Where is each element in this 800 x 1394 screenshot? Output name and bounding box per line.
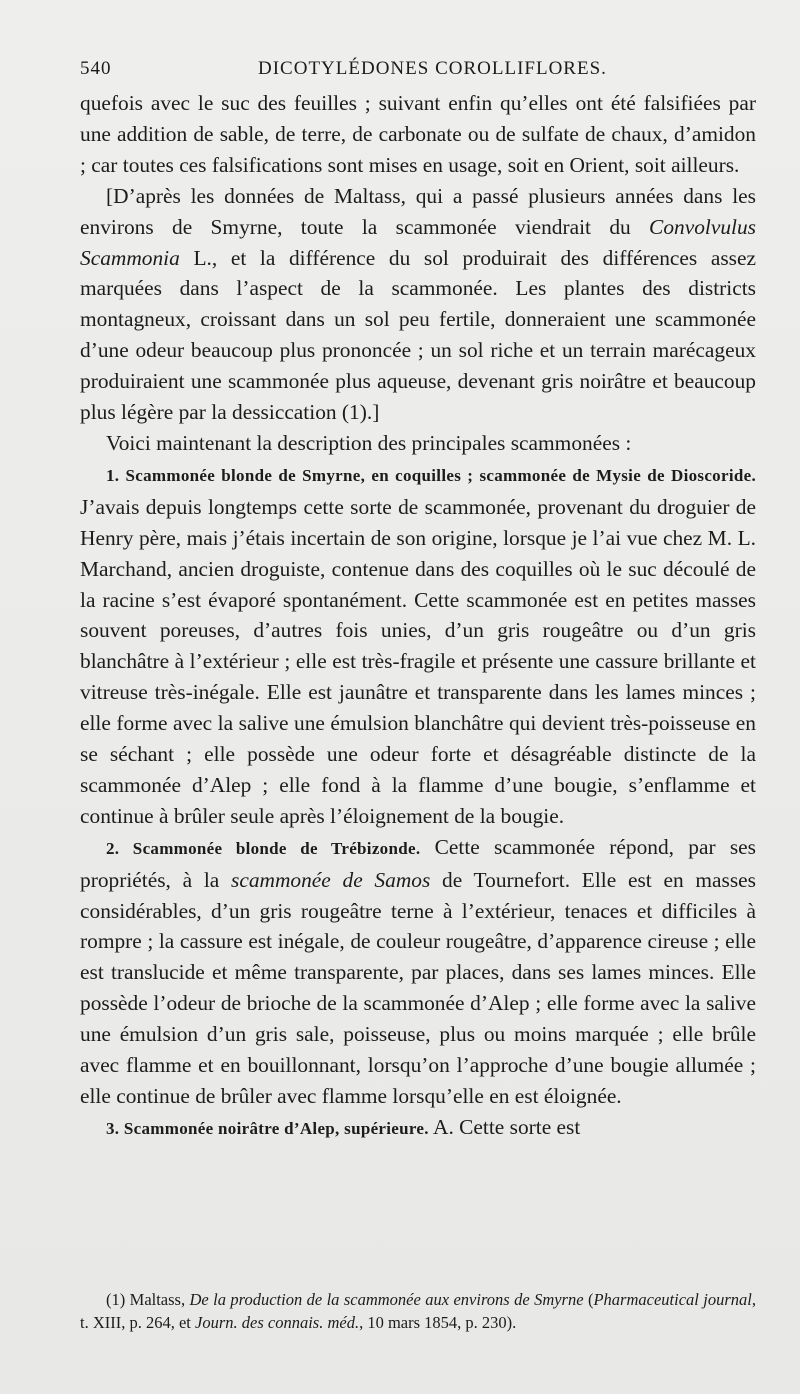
paragraph-text: quefois avec le suc des feuilles ; suivant enfin qu’elles ont été falsifiées par une addition de sable, de terre, de carbonate ou de sulfate de chaux, d’amidon ; car toutes ces falsifications sont mises en usage, soit en Orient, soit ailleurs. <box>80 91 756 177</box>
section-heading: 3. Scammonée noirâtre d’Alep, supérieure. <box>106 1118 429 1138</box>
paragraph-text: Voici maintenant la description des principales scammonées : <box>106 430 632 455</box>
section-heading: 2. Scammonée blonde de Trébizonde. <box>106 838 421 858</box>
footnote-title: De la production de la scammonée aux environs de Smyrne <box>189 1290 584 1309</box>
footnote-text: , 10 mars 1854, p. 230). <box>359 1313 517 1332</box>
paragraph <box>80 181 756 428</box>
paragraph-text: de Tournefort. Elle est en masses considérables, d’un gris rougeâtre terne à l’extérieur, tenaces et difficiles à rompre ; la cassure est inégale, de couleur rougeâtre, d’apparence cireuse ; elle est translucide et même transparente, par places, dans ses lames minces. Elle possède l’odeur de brioche de la scammonée d’Alep ; elle forme avec la salive une émulsion d’un gris sale, poisseuse, plus ou moins marquée ; elle brûle avec flamme et en bouillonnant, lorsqu’on l’approche d’une bougie allumée ; elle continue de brûler avec flamme lorsqu’elle en est éloignée. <box>80 867 756 1108</box>
main-text <box>80 88 756 1145</box>
paragraph-text: [D’après les données de Maltass, qui a passé plusieurs années dans les environs de Smyrne, toute la scammonée viendrait du <box>80 183 756 239</box>
paragraph-text: J’avais depuis longtemps cette sorte de scammonée, provenant du droguier de Henry père, mais j’étais incertain de son origine, lorsque je l’ai vue chez M. L. Marchand, ancien droguiste, contenue dans des coquilles où le suc découlé de la racine s’est évaporé spontanément. Cette scammonée est en petites masses souvent poreuses, d’autres fois unies, d’un gris rougeâtre ou d’un gris blanchâtre à l’extérieur ; elle est très-fragile et présente une cassure brillante et vitreuse très-inégale. Elle est jaunâtre et transparente dans les lames minces ; elle forme avec la salive une émulsion blanchâtre qui devient très-poisseuse en se séchant ; elle possède une odeur forte et désagréable distincte de la scammonée d’Alep ; elle fond à la flamme d’une bougie, s’enflamme et continue à brûler seule après l’éloignement de la bougie. <box>80 494 756 828</box>
footnote-text: , t. XIII, p. 264, et <box>80 1290 756 1332</box>
running-header <box>80 58 740 82</box>
paragraph <box>80 832 756 1112</box>
running-title: DICOTYLÉDONES COROLLIFLORES. <box>258 58 607 79</box>
paragraph <box>80 459 756 832</box>
italic-term: scammonée de Samos <box>231 867 431 892</box>
paragraph <box>80 1112 756 1145</box>
section-heading: 1. Scammonée blonde de Smyrne, en coquilles ; scammonée de Mysie de Dioscoride. <box>106 465 756 485</box>
footnote-text: (1) Maltass, <box>106 1290 190 1309</box>
paragraph-text: L., et la différence du sol produirait des différences assez marquées dans l’aspect de la scammonée. Les plantes des districts montagneux, croissant dans un sol peu fertile, donneraient une scammonée d’une odeur beaucoup plus prononcée ; un sol riche et un terrain marécageux produiraient une scammonée plus aqueuse, devenant gris noirâtre et beaucoup plus légère par la dessiccation (1).] <box>80 245 756 425</box>
paragraph <box>80 428 756 459</box>
footnote-title: Journ. des connais. méd. <box>195 1313 360 1332</box>
footnote-title: Pharmaceutical journal <box>593 1290 752 1309</box>
page-number: 540 <box>80 58 112 79</box>
footnote <box>80 1288 756 1334</box>
paragraph <box>80 88 756 181</box>
footnotes <box>80 1288 756 1334</box>
paragraph-text: A. Cette sorte est <box>428 1114 581 1139</box>
footnote-text: ( <box>583 1290 594 1309</box>
paragraph-text: Cette scammonée répond, par ses propriétés, à la <box>80 834 756 892</box>
species-name: Convolvulus Scammonia <box>80 214 756 270</box>
